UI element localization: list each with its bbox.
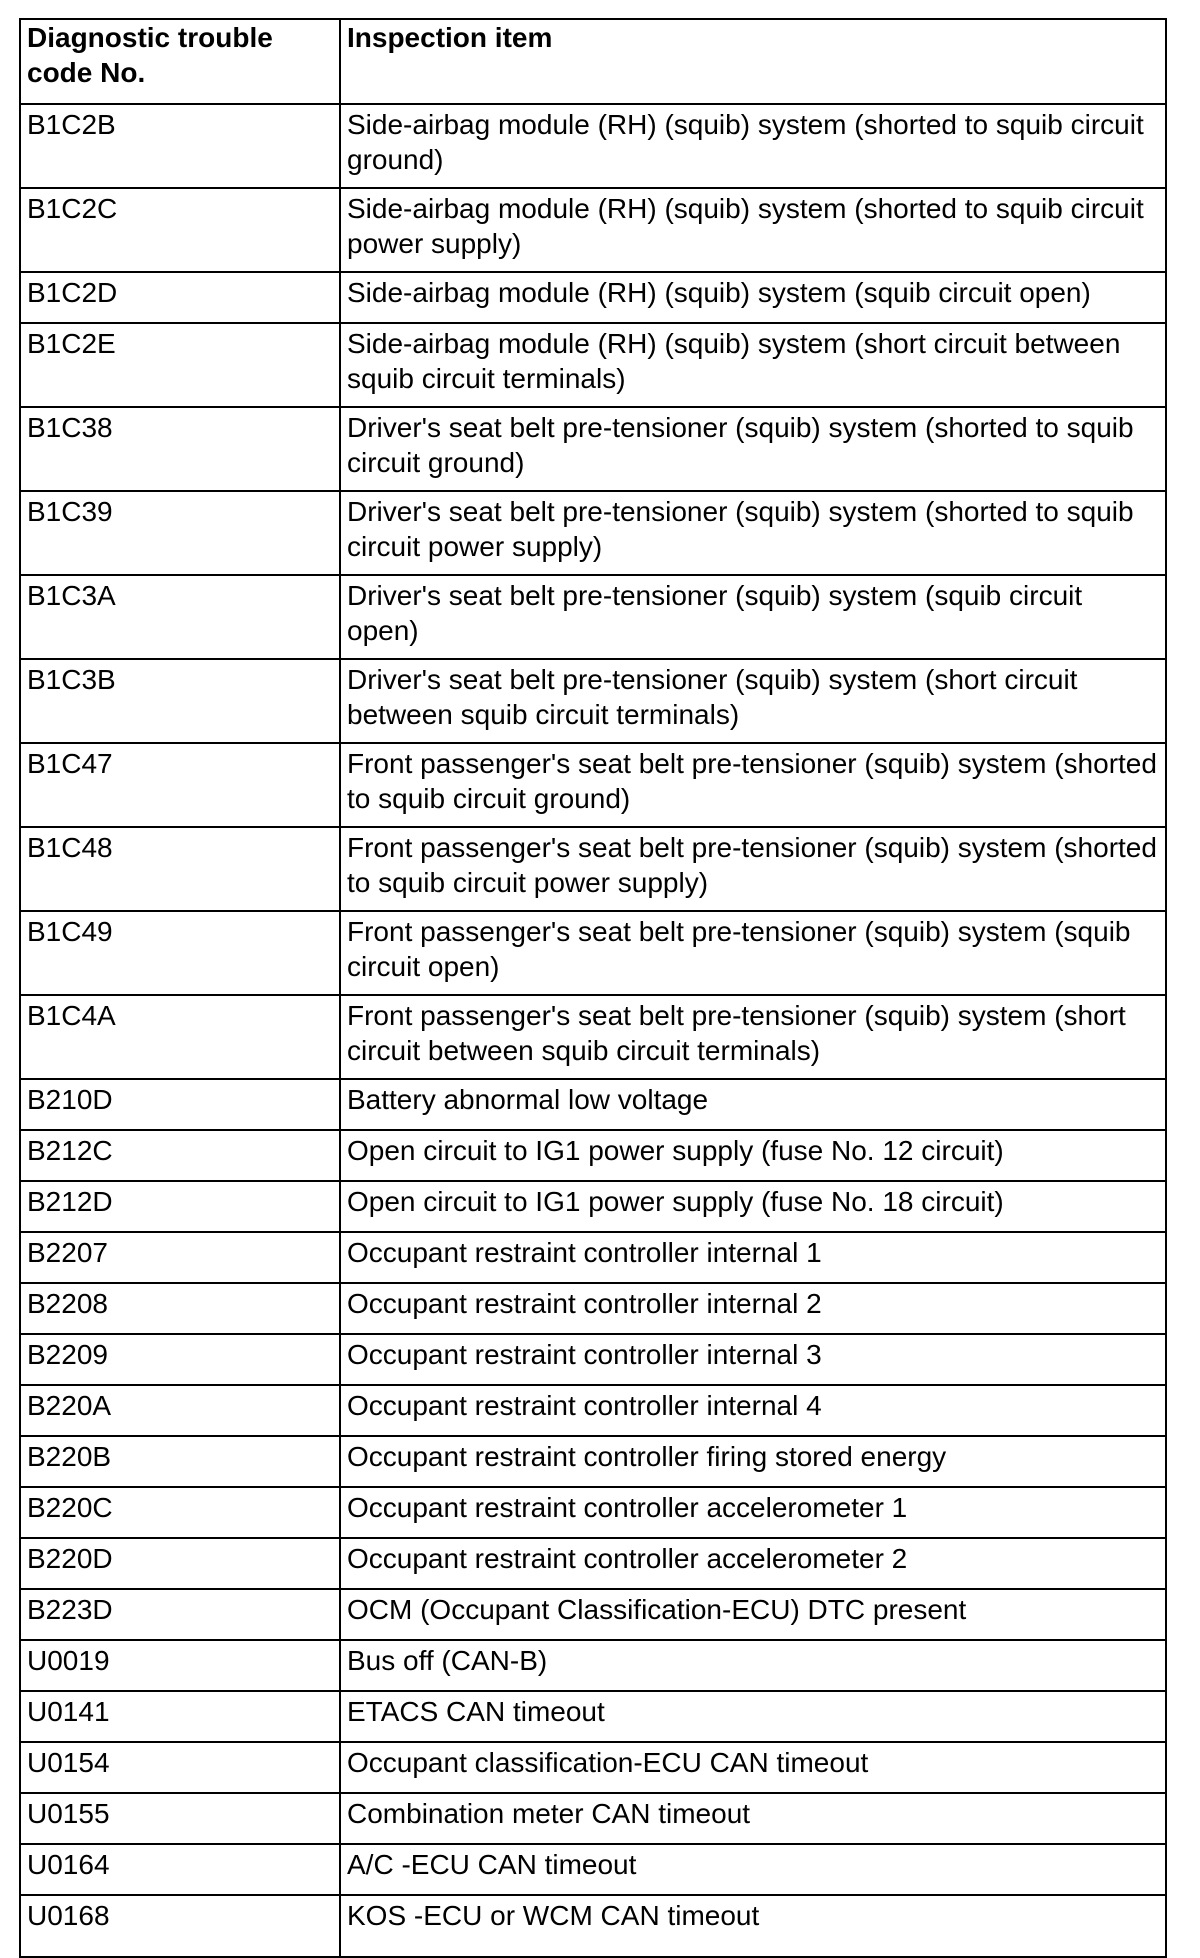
dtc-code-cell: B212C	[20, 1130, 340, 1181]
inspection-item-cell: Open circuit to IG1 power supply (fuse No. 12 circuit)	[340, 1130, 1166, 1181]
dtc-code-cell: B1C3A	[20, 575, 340, 659]
table-row	[20, 827, 1166, 911]
inspection-item-cell: Driver's seat belt pre-tensioner (squib) system (shorted to squib circuit ground)	[340, 407, 1166, 491]
header-inspection-item: Inspection item	[340, 19, 1166, 104]
dtc-code-cell: B1C49	[20, 911, 340, 995]
inspection-item-cell: Occupant classification-ECU CAN timeout	[340, 1742, 1166, 1793]
dtc-code-cell: B1C48	[20, 827, 340, 911]
dtc-code-cell: B1C2E	[20, 323, 340, 407]
inspection-item-cell: ETACS CAN timeout	[340, 1691, 1166, 1742]
dtc-code-cell: B2209	[20, 1334, 340, 1385]
table-row	[20, 1181, 1166, 1232]
inspection-item-cell: Combination meter CAN timeout	[340, 1793, 1166, 1844]
dtc-code-cell: B212D	[20, 1181, 340, 1232]
table-row	[20, 1844, 1166, 1895]
dtc-code-cell: B1C3B	[20, 659, 340, 743]
inspection-item-cell: A/C -ECU CAN timeout	[340, 1844, 1166, 1895]
dtc-code-cell: B223D	[20, 1589, 340, 1640]
table-row	[20, 1385, 1166, 1436]
table-row	[20, 1130, 1166, 1181]
inspection-item-cell: Occupant restraint controller internal 3	[340, 1334, 1166, 1385]
table-row	[20, 1436, 1166, 1487]
inspection-item-cell: OCM (Occupant Classification-ECU) DTC present	[340, 1589, 1166, 1640]
inspection-item-cell: KOS -ECU or WCM CAN timeout	[340, 1895, 1166, 1957]
table-row	[20, 1691, 1166, 1742]
table-row	[20, 1232, 1166, 1283]
dtc-code-cell: B1C47	[20, 743, 340, 827]
dtc-code-cell: U0155	[20, 1793, 340, 1844]
dtc-code-cell: U0168	[20, 1895, 340, 1957]
table-row	[20, 407, 1166, 491]
inspection-item-cell: Driver's seat belt pre-tensioner (squib) system (shorted to squib circuit power supply)	[340, 491, 1166, 575]
table-row	[20, 1640, 1166, 1691]
table-row	[20, 1487, 1166, 1538]
inspection-item-cell: Driver's seat belt pre-tensioner (squib) system (short circuit between squib circuit terminals)	[340, 659, 1166, 743]
inspection-item-cell: Occupant restraint controller accelerometer 1	[340, 1487, 1166, 1538]
inspection-item-cell: Occupant restraint controller internal 1	[340, 1232, 1166, 1283]
inspection-item-cell: Occupant restraint controller accelerometer 2	[340, 1538, 1166, 1589]
table-row	[20, 743, 1166, 827]
table-header-row	[20, 19, 1166, 104]
dtc-code-cell: B220B	[20, 1436, 340, 1487]
table-row	[20, 1589, 1166, 1640]
dtc-code-cell: B1C38	[20, 407, 340, 491]
inspection-item-cell: Front passenger's seat belt pre-tensioner (squib) system (short circuit between squib circuit terminals)	[340, 995, 1166, 1079]
table-row	[20, 1538, 1166, 1589]
dtc-code-cell: B1C2B	[20, 104, 340, 188]
table-row	[20, 911, 1166, 995]
table-row	[20, 659, 1166, 743]
inspection-item-cell: Front passenger's seat belt pre-tensioner (squib) system (squib circuit open)	[340, 911, 1166, 995]
dtc-code-cell: U0141	[20, 1691, 340, 1742]
dtc-code-cell: U0164	[20, 1844, 340, 1895]
inspection-item-cell: Side-airbag module (RH) (squib) system (squib circuit open)	[340, 272, 1166, 323]
dtc-code-cell: B220C	[20, 1487, 340, 1538]
table-row	[20, 104, 1166, 188]
table-row	[20, 995, 1166, 1079]
inspection-item-cell: Occupant restraint controller internal 4	[340, 1385, 1166, 1436]
dtc-code-cell: U0019	[20, 1640, 340, 1691]
table-row	[20, 1793, 1166, 1844]
inspection-item-cell: Front passenger's seat belt pre-tensioner (squib) system (shorted to squib circuit power supply)	[340, 827, 1166, 911]
inspection-item-cell: Driver's seat belt pre-tensioner (squib) system (squib circuit open)	[340, 575, 1166, 659]
dtc-code-cell: B2208	[20, 1283, 340, 1334]
inspection-item-cell: Front passenger's seat belt pre-tensioner (squib) system (shorted to squib circuit ground)	[340, 743, 1166, 827]
dtc-table	[19, 18, 1167, 1958]
dtc-code-cell: B220A	[20, 1385, 340, 1436]
table-row	[20, 1895, 1166, 1957]
dtc-code-cell: U0154	[20, 1742, 340, 1793]
inspection-item-cell: Bus off (CAN-B)	[340, 1640, 1166, 1691]
table-row	[20, 272, 1166, 323]
inspection-item-cell: Side-airbag module (RH) (squib) system (shorted to squib circuit ground)	[340, 104, 1166, 188]
inspection-item-cell: Occupant restraint controller firing stored energy	[340, 1436, 1166, 1487]
dtc-code-cell: B1C2D	[20, 272, 340, 323]
dtc-code-cell: B220D	[20, 1538, 340, 1589]
table-row	[20, 323, 1166, 407]
inspection-item-cell: Open circuit to IG1 power supply (fuse No. 18 circuit)	[340, 1181, 1166, 1232]
inspection-item-cell: Side-airbag module (RH) (squib) system (shorted to squib circuit power supply)	[340, 188, 1166, 272]
table-row	[20, 1334, 1166, 1385]
table-row	[20, 1283, 1166, 1334]
dtc-code-cell: B1C4A	[20, 995, 340, 1079]
dtc-code-cell: B210D	[20, 1079, 340, 1130]
table-row	[20, 491, 1166, 575]
table-row	[20, 1742, 1166, 1793]
table-row	[20, 1079, 1166, 1130]
header-dtc-code: Diagnostic trouble code No.	[20, 19, 340, 104]
inspection-item-cell: Battery abnormal low voltage	[340, 1079, 1166, 1130]
inspection-item-cell: Side-airbag module (RH) (squib) system (short circuit between squib circuit terminals)	[340, 323, 1166, 407]
table-row	[20, 575, 1166, 659]
dtc-code-cell: B2207	[20, 1232, 340, 1283]
dtc-code-cell: B1C2C	[20, 188, 340, 272]
inspection-item-cell: Occupant restraint controller internal 2	[340, 1283, 1166, 1334]
dtc-code-cell: B1C39	[20, 491, 340, 575]
table-row	[20, 188, 1166, 272]
